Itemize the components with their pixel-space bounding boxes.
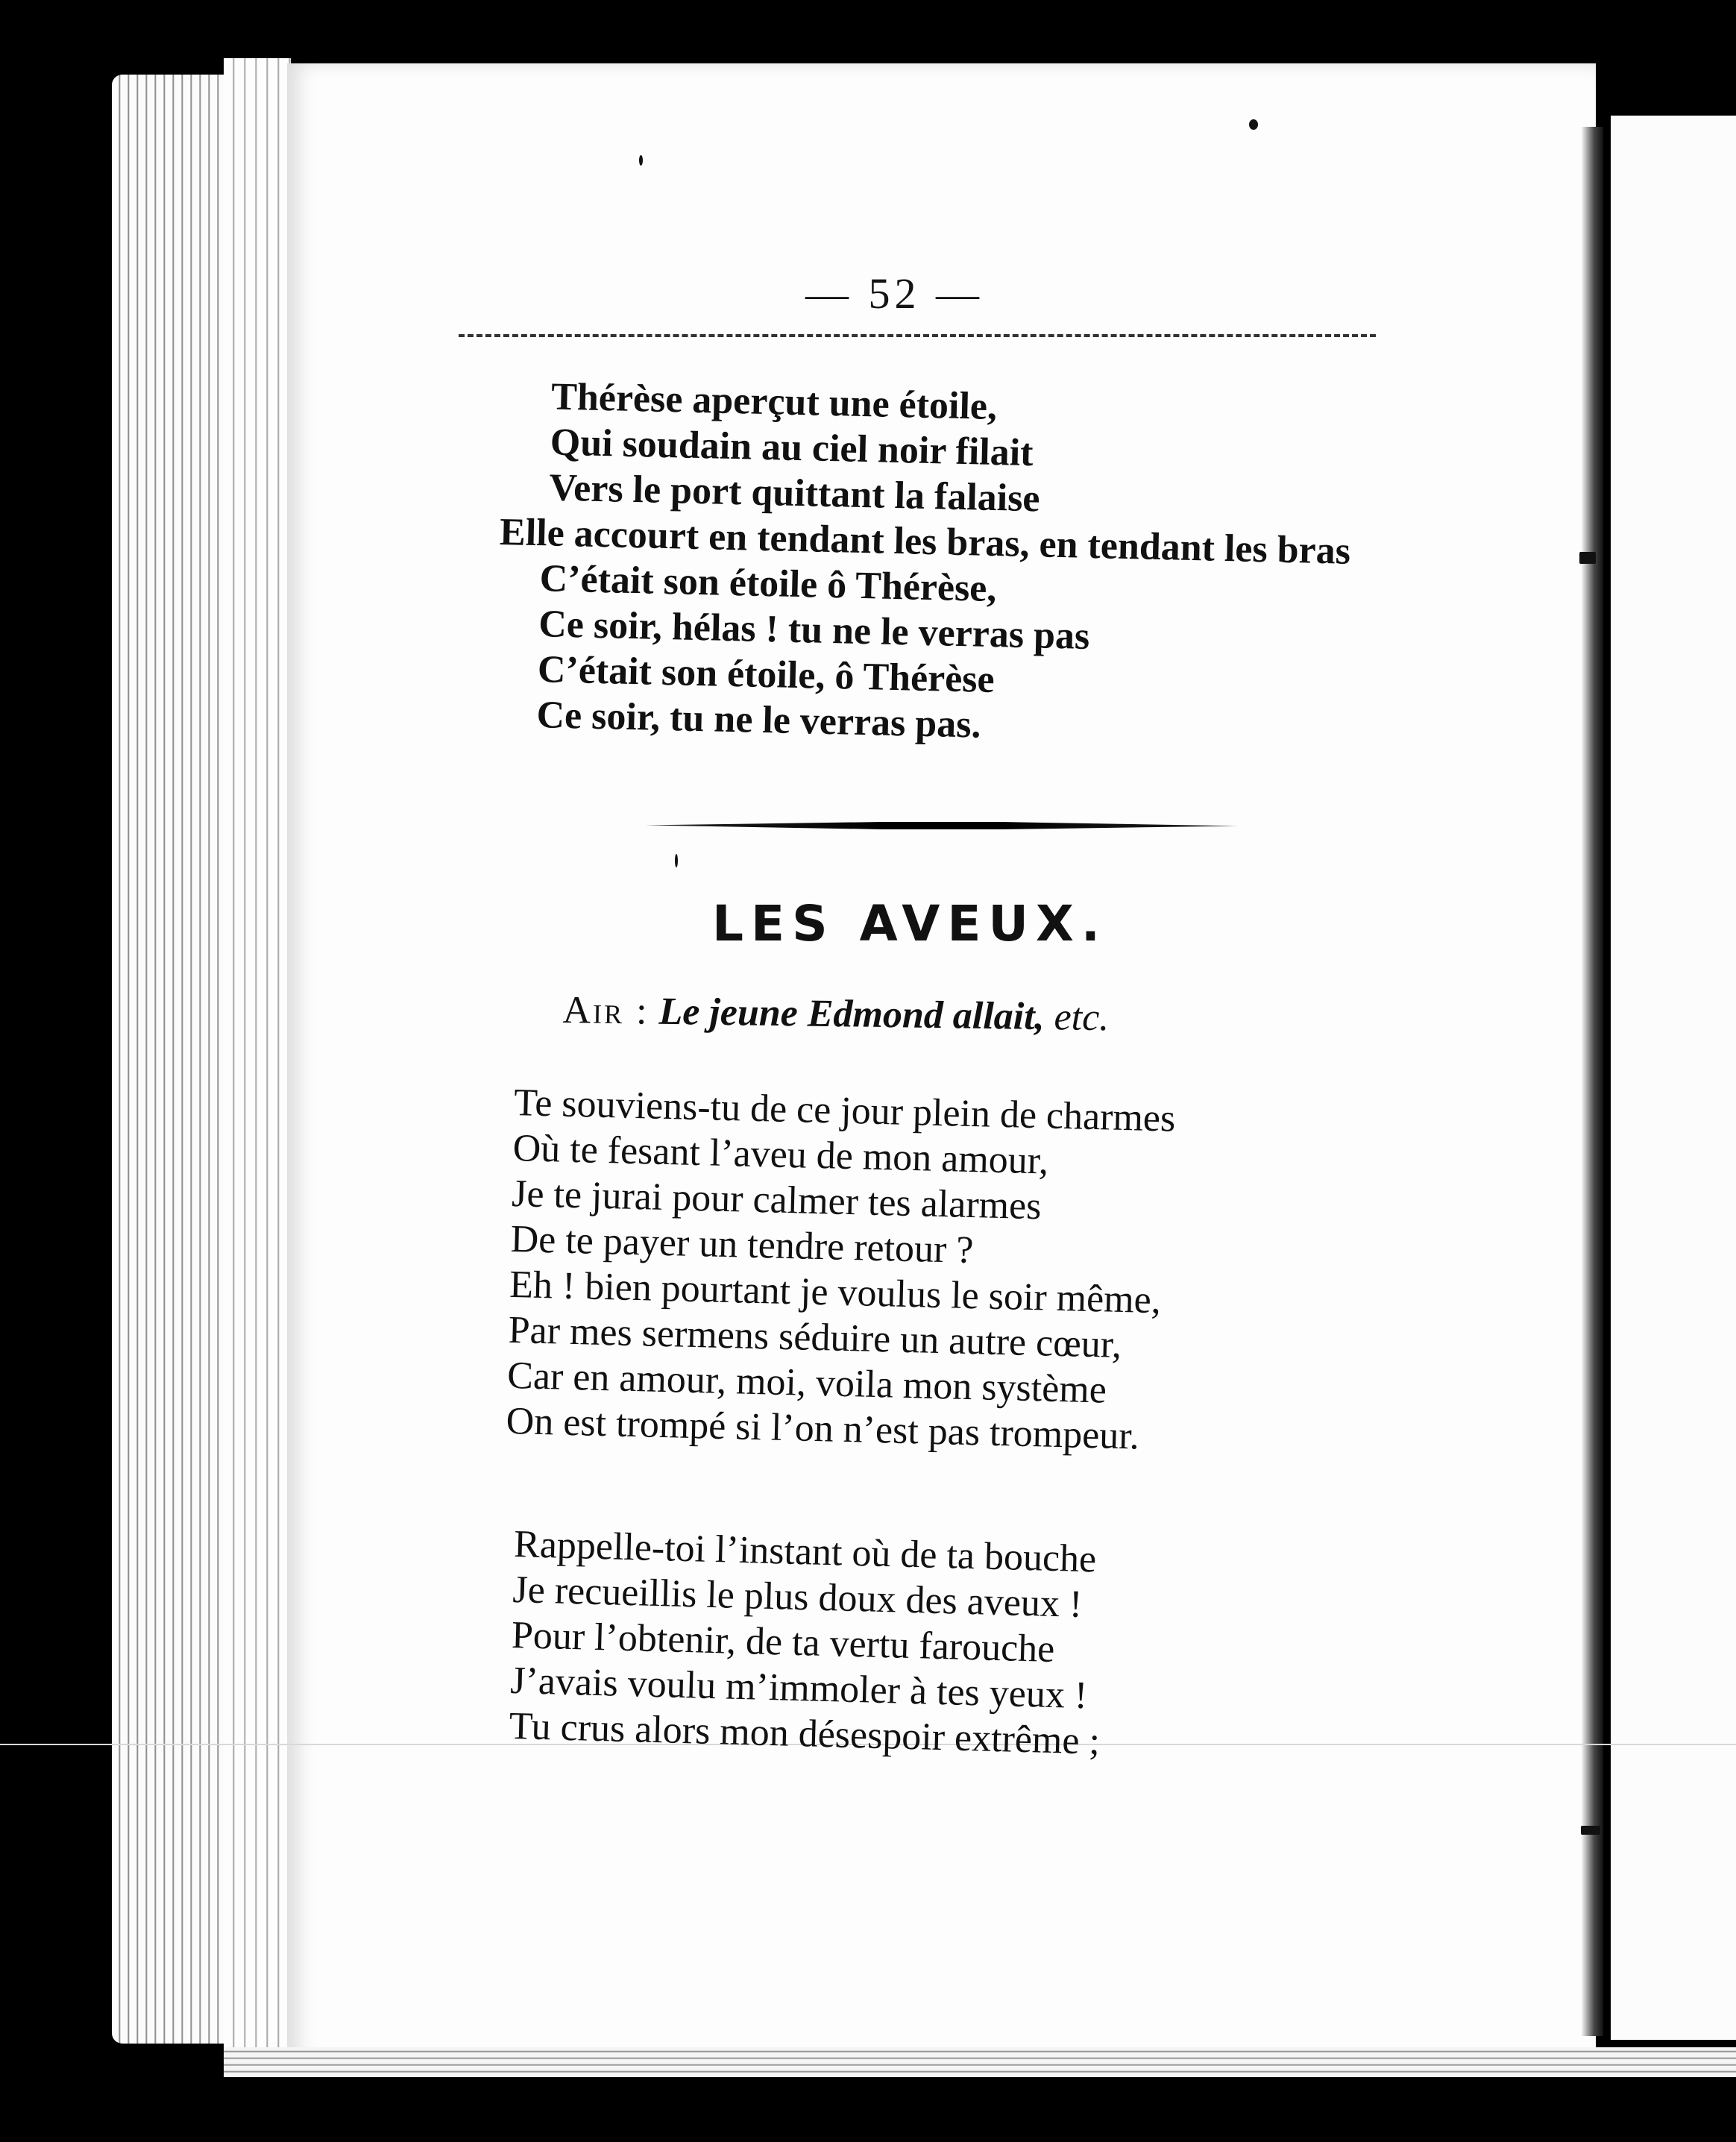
verse-line: On est trompé si l’on n’est pas trompeur. [506, 1399, 1140, 1458]
air-indication [562, 988, 1110, 1040]
verse-line: Tu crus alors mon désespoir extrême ; [509, 1704, 1101, 1763]
verse-line: Ce soir, hélas ! tu ne le verras pas [538, 603, 1090, 658]
verse-stanza-2 [506, 1080, 1176, 1460]
air-label: Air : [562, 988, 650, 1033]
page-number: — 52 — [805, 269, 984, 318]
book-bottom-edge [224, 2047, 1736, 2077]
verse-line: Je te jurai pour calmer tes alarmes [511, 1172, 1042, 1228]
verse-line: Rappelle-toi l’instant où de ta bouche [513, 1522, 1097, 1581]
ink-speck [1579, 552, 1596, 564]
verse-stanza-1 [495, 373, 1354, 756]
verse-line: Par mes sermens séduire un autre cœur, [508, 1308, 1122, 1366]
book-gutter [1581, 127, 1603, 2036]
verse-line: Eh ! bien pourtant je voulus le soir même, [509, 1263, 1162, 1322]
verse-line: Thérèse aperçut une étoile, [550, 375, 998, 429]
verse-line: Où te fesant l’aveu de mon amour, [512, 1126, 1049, 1183]
verse-line: Car en amour, moi, voila mon système [506, 1354, 1107, 1412]
verse-line: J’avais voulu m’immoler à tes yeux ! [509, 1659, 1088, 1718]
air-tune: Le jeune Edmond allait, [658, 990, 1045, 1039]
verse-stanza-3 [509, 1521, 1105, 1765]
verse-line: C’était son étoile ô Thérèse, [539, 557, 998, 611]
verse-line: De te payer un tendre retour ? [510, 1217, 975, 1272]
verse-line: Pour l’obtenir, de ta vertu farouche [511, 1613, 1056, 1671]
ink-speck [1249, 119, 1258, 130]
book-page [287, 63, 1596, 2070]
verse-line: Je recueillis le plus doux des aveux ! [512, 1568, 1083, 1626]
verse-line: Qui soudain au ciel noir filait [550, 421, 1034, 475]
ink-speck [675, 854, 678, 867]
ink-speck [639, 155, 643, 166]
verse-line: Te souviens-tu de ce jour plein de charmes [513, 1081, 1176, 1140]
facing-page [1611, 116, 1736, 2040]
verse-line: Elle accourt en tendant les bras, en tendant les bras [499, 510, 1351, 573]
verse-line: Vers le port quittant la falaise [548, 466, 1041, 521]
song-title: LES AVEUX. [712, 895, 1107, 952]
air-etc: etc. [1054, 996, 1110, 1040]
header-rule [459, 334, 1376, 337]
verse-line: Ce soir, tu ne le verras pas. [535, 694, 982, 747]
book-page-edges-inner [224, 58, 291, 2057]
ink-speck [1581, 1826, 1600, 1835]
verse-line: C’était son étoile, ô Thérèse [537, 648, 996, 702]
